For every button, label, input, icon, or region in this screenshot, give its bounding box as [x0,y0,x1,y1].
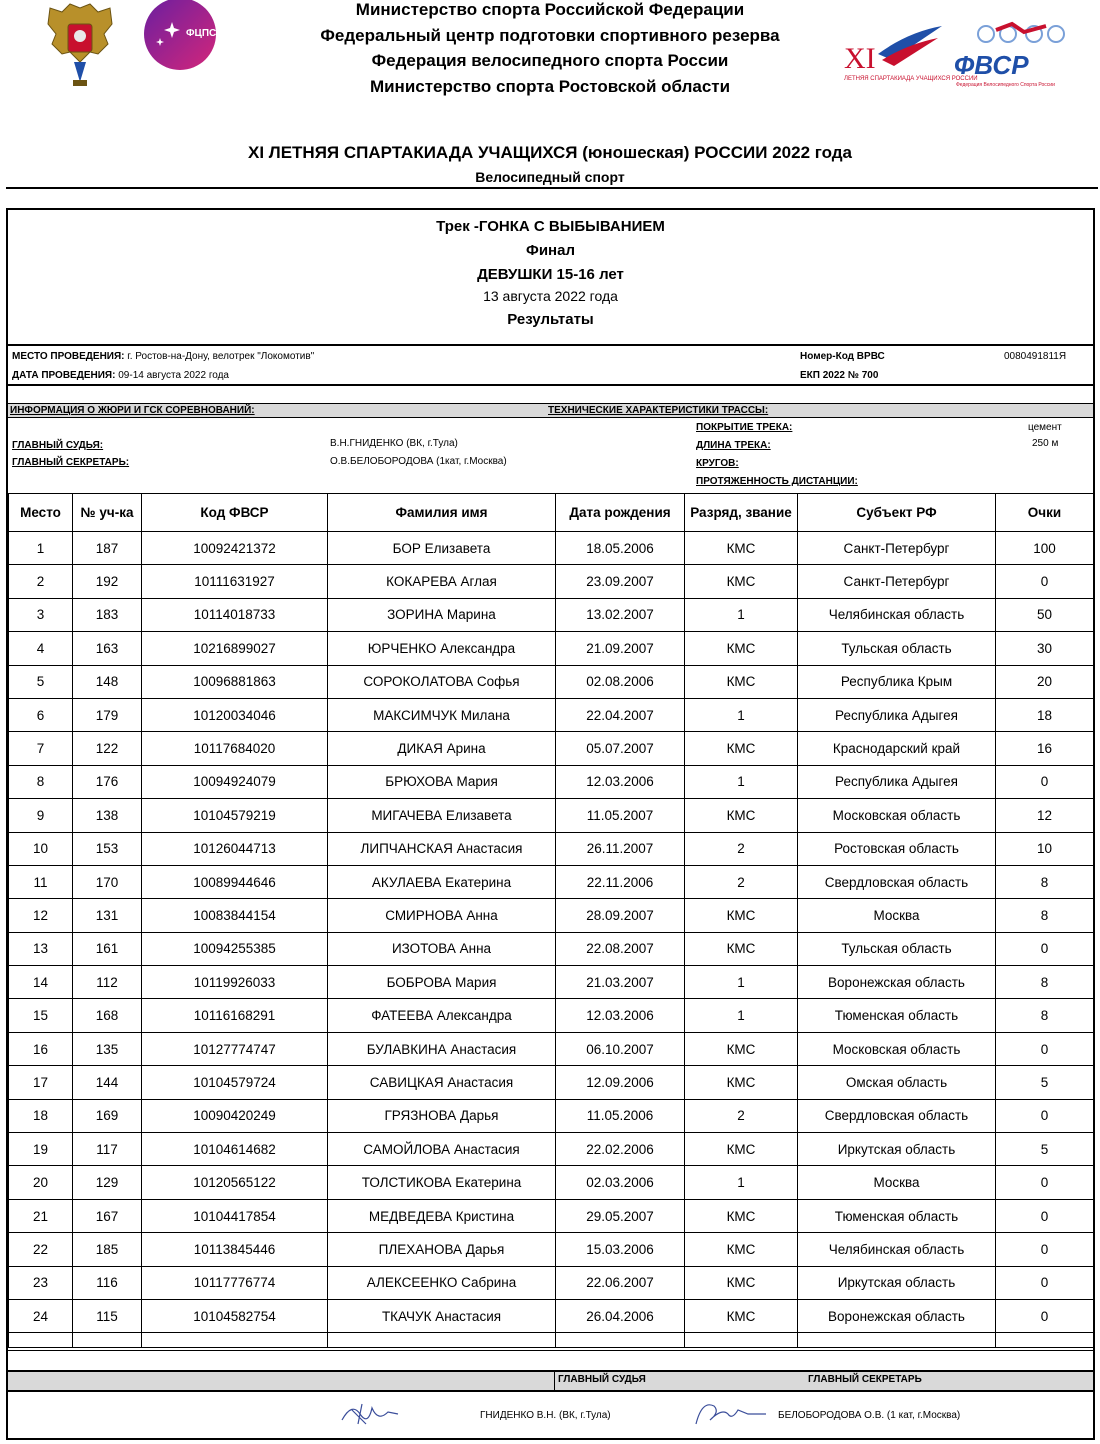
cell-birthdate: 18.05.2006 [556,532,685,565]
empty-cell [996,1333,1094,1348]
cell-name: ЗОРИНА Марина [328,598,556,631]
table-row [9,932,1094,965]
header-divider [6,187,1098,189]
cell-birthdate: 05.07.2007 [556,732,685,765]
cell-place: 9 [9,799,73,832]
cell-number: 131 [73,899,142,932]
table-row [9,1266,1094,1299]
table-row [9,732,1094,765]
cell-birthdate: 22.08.2007 [556,932,685,965]
xi-caption: ЛЕТНЯЯ СПАРТАКИАДА УЧАЩИХСЯ РОССИИ [844,76,978,82]
cell-number: 179 [73,698,142,731]
cell-points: 0 [996,1166,1094,1199]
race-info-box [8,210,1093,346]
cell-name: ТКАЧУК Анастасия [328,1299,556,1332]
divider [8,417,1093,418]
cell-points: 10 [996,832,1094,865]
cell-number: 168 [73,999,142,1032]
venue-place [12,351,314,362]
table-row [9,1233,1094,1266]
cell-fvsr-code: 10120034046 [142,698,328,731]
empty-cell [798,1333,996,1348]
divider [8,1390,1093,1392]
track-surface-value: цемент [1028,422,1062,433]
cell-birthdate: 26.11.2007 [556,832,685,865]
cell-fvsr-code: 10216899027 [142,632,328,665]
organizer-line: Федерация велосипедного спорта России [371,51,729,70]
cell-number: 144 [73,1066,142,1099]
cell-region: Москва [798,899,996,932]
cell-points: 0 [996,565,1094,598]
chief-secretary-sign-name: БЕЛОБОРОДОВА О.В. (1 кат, г.Москва) [778,1410,961,1421]
cell-region: Свердловская область [798,865,996,898]
cell-fvsr-code: 10119926033 [142,966,328,999]
footer-chief-judge-label: ГЛАВНЫЙ СУДЬЯ [558,1374,646,1385]
cell-rank: КМС [685,632,798,665]
cell-place: 11 [9,865,73,898]
cell-place: 12 [9,899,73,932]
track-surface-label: ПОКРЫТИЕ ТРЕКА: [696,422,793,433]
organizer-line: Министерство спорта Ростовской области [369,76,731,96]
cell-fvsr-code: 10113845446 [142,1233,328,1266]
cell-birthdate: 22.02.2006 [556,1133,685,1166]
chief-secretary-value: О.В.БЕЛОБОРОДОВА (1кат, г.Москва) [330,456,507,467]
cell-place: 18 [9,1099,73,1132]
table-row [9,665,1094,698]
cell-number: 169 [73,1099,142,1132]
cell-place: 21 [9,1199,73,1232]
cell-number: 161 [73,932,142,965]
cell-fvsr-code: 10117684020 [142,732,328,765]
jury-heading: ИНФОРМАЦИЯ О ЖЮРИ И ГСК СОРЕВНОВАНИЙ: [10,405,255,416]
cell-rank: КМС [685,1199,798,1232]
cell-name: БОР Елизавета [328,532,556,565]
cell-name: МАКСИМЧУК Милана [328,698,556,731]
cell-fvsr-code: 10111631927 [142,565,328,598]
table-row [9,1099,1094,1132]
venue-dates [12,370,229,381]
cell-name: СОРОКОЛАТОВА Софья [328,665,556,698]
cell-name: АЛЕКСЕЕНКО Сабрина [328,1266,556,1299]
cell-place: 13 [9,932,73,965]
cell-number: 117 [73,1133,142,1166]
cell-birthdate: 23.09.2007 [556,565,685,598]
empty-cell [73,1333,142,1348]
cell-name: САВИЦКАЯ Анастасия [328,1066,556,1099]
empty-cell [556,1333,685,1348]
cell-points: 0 [996,1233,1094,1266]
divider [554,1370,555,1390]
cell-birthdate: 02.08.2006 [556,665,685,698]
cell-place: 3 [9,598,73,631]
cell-rank: 1 [685,765,798,798]
cell-rank: КМС [685,1299,798,1332]
cell-rank: КМС [685,932,798,965]
fvsr-logo [952,22,1072,92]
cell-points: 0 [996,1299,1094,1332]
cell-name: МЕДВЕДЕВА Кристина [328,1199,556,1232]
table-row [9,698,1094,731]
cell-number: 129 [73,1166,142,1199]
cell-region: Иркутская область [798,1266,996,1299]
cell-region: Челябинская область [798,598,996,631]
empty-cell [328,1333,556,1348]
chief-secretary-signature [692,1396,768,1430]
cell-region: Тюменская область [798,1199,996,1232]
venue-divider [8,384,1093,386]
results-table-body [9,532,1094,1348]
cell-place: 22 [9,1233,73,1266]
col-header-points: Очки [996,494,1094,532]
cell-region: Республика Крым [798,665,996,698]
table-row [9,1199,1094,1232]
vrvs-value: 0080491811Я [1004,351,1067,362]
cell-region: Тульская область [798,632,996,665]
organizer-line: Министерство спорта Российской Федерации [355,0,745,19]
cell-fvsr-code: 10104579724 [142,1066,328,1099]
cell-place: 24 [9,1299,73,1332]
race-date: 13 августа 2022 года [483,288,618,304]
fcpsr-logo [134,0,226,74]
cell-rank: 2 [685,832,798,865]
organizers-block [250,0,850,99]
cell-name: ЮРЧЕНКО Александра [328,632,556,665]
cell-birthdate: 21.03.2007 [556,966,685,999]
track-length-label: ДЛИНА ТРЕКА: [696,440,771,451]
cell-number: 192 [73,565,142,598]
cell-region: Ростовская область [798,832,996,865]
table-row [9,1133,1094,1166]
cell-fvsr-code: 10126044713 [142,832,328,865]
cell-place: 17 [9,1066,73,1099]
results-table [8,493,1094,1348]
chief-judge-signature [338,1398,402,1428]
cell-number: 135 [73,1032,142,1065]
cell-number: 167 [73,1199,142,1232]
cell-birthdate: 11.05.2007 [556,799,685,832]
cell-rank: 2 [685,1099,798,1132]
cell-birthdate: 13.02.2007 [556,598,685,631]
cell-name: ГРЯЗНОВА Дарья [328,1099,556,1132]
organizer-line: Федеральный центр подготовки спортивного резерва [320,25,780,45]
cell-rank: КМС [685,665,798,698]
cell-fvsr-code: 10104417854 [142,1199,328,1232]
table-row [9,565,1094,598]
cell-number: 187 [73,532,142,565]
cell-name: МИГАЧЕВА Елизавета [328,799,556,832]
cell-region: Республика Адыгея [798,698,996,731]
cell-points: 100 [996,532,1094,565]
cell-points: 5 [996,1066,1094,1099]
cell-number: 176 [73,765,142,798]
cell-region: Омская область [798,1066,996,1099]
cell-fvsr-code: 10117776774 [142,1266,328,1299]
distance-label: ПРОТЯЖЕННОСТЬ ДИСТАНЦИИ: [696,476,858,487]
cell-birthdate: 28.09.2007 [556,899,685,932]
table-row [9,765,1094,798]
cell-rank: КМС [685,565,798,598]
cell-name: ЛИПЧАНСКАЯ Анастасия [328,832,556,865]
cell-birthdate: 12.03.2006 [556,765,685,798]
cell-fvsr-code: 10092421372 [142,532,328,565]
table-row [9,966,1094,999]
cell-region: Свердловская область [798,1099,996,1132]
cell-region: Московская область [798,1032,996,1065]
cell-place: 1 [9,532,73,565]
cell-points: 20 [996,665,1094,698]
xi-numeral: XI [844,42,876,75]
laps-label: КРУГОВ: [696,458,739,469]
cell-rank: 1 [685,598,798,631]
table-row [9,532,1094,565]
cell-number: 185 [73,1233,142,1266]
cell-number: 112 [73,966,142,999]
cell-points: 8 [996,999,1094,1032]
divider [8,403,1093,404]
cell-points: 50 [996,598,1094,631]
fcpsr-logo-text: ФЦПСР [186,28,223,39]
cell-fvsr-code: 10104579219 [142,799,328,832]
cell-birthdate: 02.03.2006 [556,1166,685,1199]
cell-rank: 2 [685,865,798,898]
vrvs-label: Номер-Код ВРВС [800,351,885,362]
cell-points: 0 [996,1266,1094,1299]
table-row [9,899,1094,932]
results-document-frame [6,208,1095,1440]
cell-rank: 1 [685,966,798,999]
divider [8,1350,1093,1351]
cell-region: Республика Адыгея [798,765,996,798]
cell-points: 0 [996,1032,1094,1065]
cell-fvsr-code: 10120565122 [142,1166,328,1199]
cell-name: БОБРОВА Мария [328,966,556,999]
table-row [9,1032,1094,1065]
chief-judge-sign-name: ГНИДЕНКО В.Н. (ВК, г.Тула) [480,1410,611,1421]
cell-region: Тюменская область [798,999,996,1032]
col-header-number: № уч-ка [73,494,142,532]
empty-cell [685,1333,798,1348]
venue-dates-label: ДАТА ПРОВЕДЕНИЯ: [12,370,116,381]
fvsr-logo-text: ФВСР [954,50,1029,80]
ekp-number: ЕКП 2022 № 700 [800,370,879,381]
race-discipline: Трек -ГОНКА С ВЫБЫВАНИЕМ [436,218,665,235]
cell-rank: КМС [685,899,798,932]
cell-region: Воронежская область [798,966,996,999]
cell-rank: 1 [685,999,798,1032]
cell-fvsr-code: 10094924079 [142,765,328,798]
track-heading: ТЕХНИЧЕСКИЕ ХАРАКТЕРИСТИКИ ТРАССЫ: [548,405,769,416]
cell-place: 23 [9,1266,73,1299]
cell-number: 170 [73,865,142,898]
cell-name: КОКАРЕВА Аглая [328,565,556,598]
cell-place: 14 [9,966,73,999]
col-header-region: Субъект РФ [798,494,996,532]
col-header-place: Место [9,494,73,532]
cell-name: СМИРНОВА Анна [328,899,556,932]
cell-rank: КМС [685,732,798,765]
footer-labels-band [8,1370,1093,1390]
cell-number: 163 [73,632,142,665]
cell-points: 12 [996,799,1094,832]
cell-fvsr-code: 10104582754 [142,1299,328,1332]
cell-name: САМОЙЛОВА Анастасия [328,1133,556,1166]
chief-secretary-label: ГЛАВНЫЙ СЕКРЕТАРЬ: [12,457,130,468]
cell-rank: КМС [685,799,798,832]
cell-region: Санкт-Петербург [798,532,996,565]
cell-number: 153 [73,832,142,865]
spartakiada-xi-logo [838,22,978,92]
cell-place: 20 [9,1166,73,1199]
cell-name: ТОЛСТИКОВА Екатерина [328,1166,556,1199]
cell-rank: 1 [685,698,798,731]
cell-rank: КМС [685,1032,798,1065]
table-row [9,1299,1094,1332]
table-row [9,799,1094,832]
race-stage: Финал [526,242,575,259]
divider [8,1370,1093,1372]
empty-cell [142,1333,328,1348]
cell-birthdate: 12.09.2006 [556,1066,685,1099]
table-row [9,832,1094,865]
cell-place: 15 [9,999,73,1032]
cell-number: 138 [73,799,142,832]
table-row [9,598,1094,631]
cell-points: 0 [996,932,1094,965]
cell-region: Тульская область [798,932,996,965]
footer-chief-secretary-label: ГЛАВНЫЙ СЕКРЕТАРЬ [808,1374,922,1385]
cell-place: 8 [9,765,73,798]
cell-number: 183 [73,598,142,631]
cell-fvsr-code: 10104614682 [142,1133,328,1166]
cell-fvsr-code: 10089944646 [142,865,328,898]
cell-points: 16 [996,732,1094,765]
cell-number: 122 [73,732,142,765]
table-row [9,865,1094,898]
cell-name: ПЛЕХАНОВА Дарья [328,1233,556,1266]
cell-birthdate: 15.03.2006 [556,1233,685,1266]
cell-place: 7 [9,732,73,765]
cell-rank: 1 [685,1166,798,1199]
table-row [9,632,1094,665]
cell-birthdate: 22.04.2007 [556,698,685,731]
track-length-value: 250 м [1032,438,1059,449]
table-row [9,1166,1094,1199]
fvsr-caption: Федерация Велосипедного Спорта России [956,82,1055,88]
chief-judge-value: В.Н.ГНИДЕНКО (ВК, г.Тула) [330,438,458,449]
cell-region: Москва [798,1166,996,1199]
cell-region: Санкт-Петербург [798,565,996,598]
cell-fvsr-code: 10116168291 [142,999,328,1032]
empty-cell [9,1333,73,1348]
cell-region: Краснодарский край [798,732,996,765]
cell-region: Московская область [798,799,996,832]
russian-coat-of-arms-logo [40,0,120,90]
cell-place: 5 [9,665,73,698]
cell-points: 0 [996,765,1094,798]
cell-birthdate: 22.06.2007 [556,1266,685,1299]
cell-fvsr-code: 10127774747 [142,1032,328,1065]
cell-points: 0 [996,1099,1094,1132]
cell-name: ФАТЕЕВА Александра [328,999,556,1032]
cell-region: Иркутская область [798,1133,996,1166]
cell-name: ИЗОТОВА Анна [328,932,556,965]
cell-birthdate: 21.09.2007 [556,632,685,665]
table-header-row [9,494,1094,532]
cell-fvsr-code: 10083844154 [142,899,328,932]
col-header-birthdate: Дата рождения [556,494,685,532]
cell-points: 8 [996,865,1094,898]
cell-region: Воронежская область [798,1299,996,1332]
cell-place: 10 [9,832,73,865]
cell-birthdate: 06.10.2007 [556,1032,685,1065]
cell-rank: КМС [685,1266,798,1299]
cell-rank: КМС [685,532,798,565]
cell-place: 4 [9,632,73,665]
cell-place: 19 [9,1133,73,1166]
cell-points: 5 [996,1133,1094,1166]
cell-number: 116 [73,1266,142,1299]
table-row [9,999,1094,1032]
cell-name: ДИКАЯ Арина [328,732,556,765]
cell-points: 8 [996,899,1094,932]
cell-region: Челябинская область [798,1233,996,1266]
blank-row [9,1333,1094,1348]
cell-fvsr-code: 10114018733 [142,598,328,631]
cell-points: 30 [996,632,1094,665]
col-header-name: Фамилия имя [328,494,556,532]
cell-birthdate: 12.03.2006 [556,999,685,1032]
cell-number: 115 [73,1299,142,1332]
table-row [9,1066,1094,1099]
venue-dates-value: 09-14 августа 2022 года [118,370,229,381]
cell-rank: КМС [685,1133,798,1166]
race-category: ДЕВУШКИ 15-16 лет [477,266,624,283]
venue-place-value: г. Ростов-на-Дону, велотрек "Локомотив" [127,351,315,362]
cell-place: 16 [9,1032,73,1065]
cell-place: 6 [9,698,73,731]
cell-rank: КМС [685,1066,798,1099]
cell-fvsr-code: 10096881863 [142,665,328,698]
cell-points: 18 [996,698,1094,731]
venue-place-label: МЕСТО ПРОВЕДЕНИЯ: [12,351,125,362]
cell-name: БУЛАВКИНА Анастасия [328,1032,556,1065]
col-header-rank: Разряд, звание [685,494,798,532]
chief-judge-label: ГЛАВНЫЙ СУДЬЯ: [12,440,104,451]
cell-points: 8 [996,966,1094,999]
cell-birthdate: 29.05.2007 [556,1199,685,1232]
cell-points: 0 [996,1199,1094,1232]
cell-name: АКУЛАЕВА Екатерина [328,865,556,898]
cell-birthdate: 22.11.2006 [556,865,685,898]
cell-fvsr-code: 10094255385 [142,932,328,965]
cell-place: 2 [9,565,73,598]
cell-birthdate: 26.04.2006 [556,1299,685,1332]
cell-birthdate: 11.05.2006 [556,1099,685,1132]
results-label: Результаты [507,311,594,328]
col-header-fvsr-code: Код ФВСР [142,494,328,532]
event-title: XI ЛЕТНЯЯ СПАРТАКИАДА УЧАЩИХСЯ (юношеская) РОССИИ 2022 года [247,143,853,162]
cell-fvsr-code: 10090420249 [142,1099,328,1132]
cell-number: 148 [73,665,142,698]
sport-name: Велосипедный спорт [475,169,625,185]
cell-name: БРЮХОВА Мария [328,765,556,798]
cell-rank: КМС [685,1233,798,1266]
